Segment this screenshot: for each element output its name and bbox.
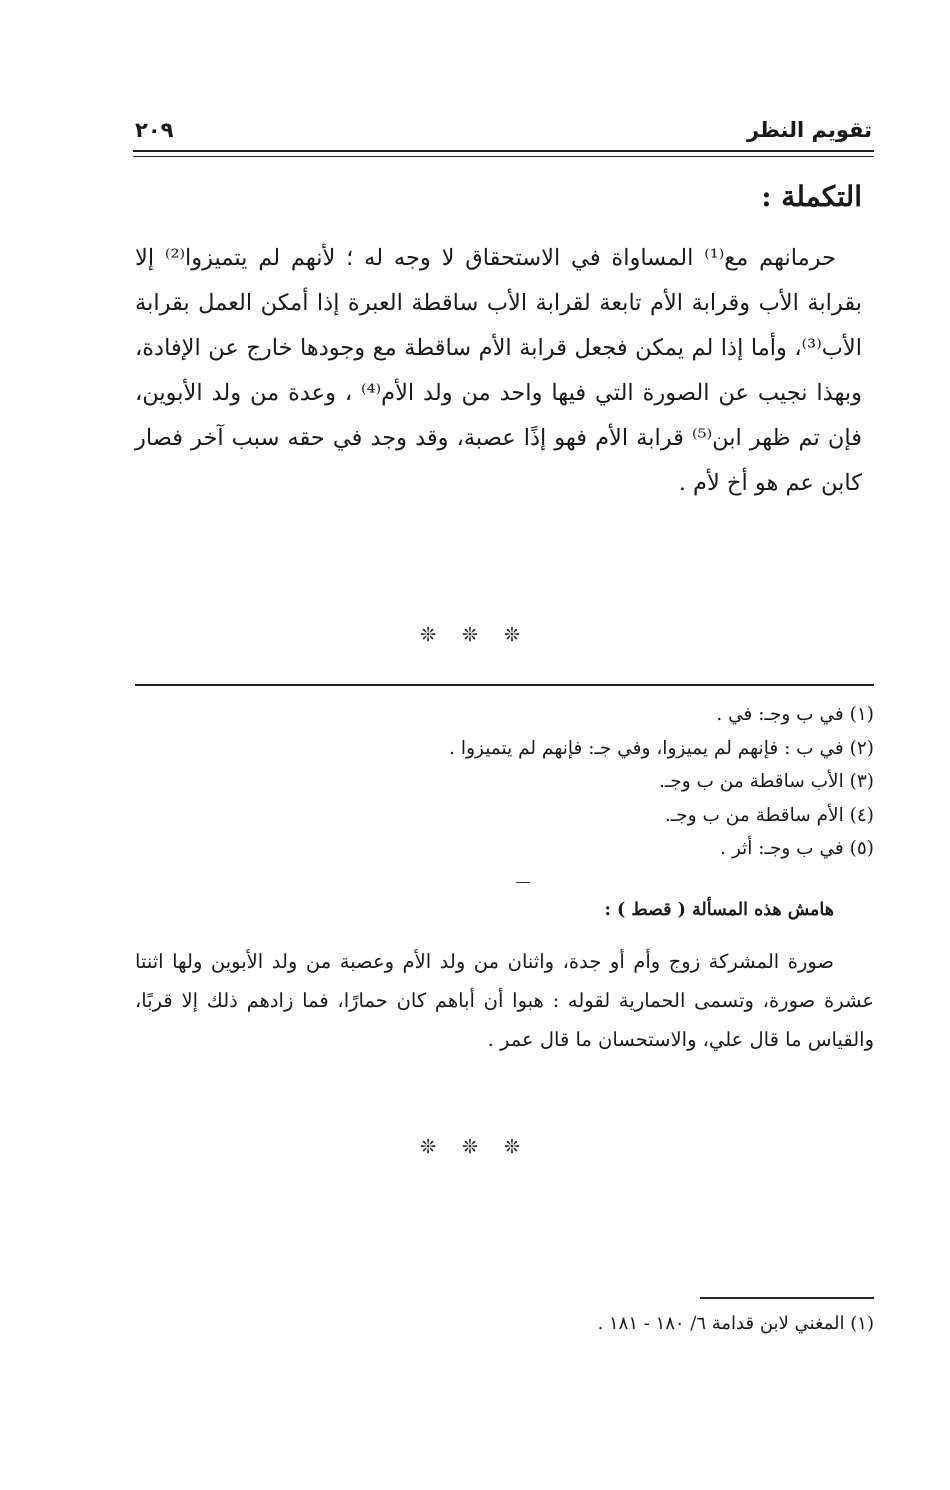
header-rule xyxy=(133,150,874,157)
running-header xyxy=(135,118,872,154)
footnotes-rule xyxy=(135,684,874,686)
book-title: تقويم النظر xyxy=(746,118,872,142)
marginal-note-text xyxy=(135,942,874,1059)
marginal-note-paragraph: صورة المشركة زوج وأم أو جدة، واثنان من ولد الأم وعصبة من ولد الأبوين ولها اثنتا عشرة صورة، وتسمى الحمارية لقوله : هبوا أن أباهم كان حمارًا، فما زادهم ذلك إلا قربًا، والقياس ما قال علي، والاستحسان ما قال عمر . xyxy=(135,950,874,1051)
main-text xyxy=(135,236,862,506)
page-number: ٢٠٩ xyxy=(135,118,174,142)
footnote-5: (٥) في ب وجـ: أثر . xyxy=(720,838,874,860)
main-paragraph: حرمانهم مع⁽¹⁾ المساواة في الاستحقاق لا وجه له ؛ لأنهم لم يتميزوا⁽²⁾ إلا بقرابة الأب وقرابة الأم تابعة لقرابة الأب ساقطة العبرة إذا أمكن العمل بقرابة الأب⁽³⁾، وأما إذا لم يمكن فجعل قرابة الأم ساقطة مع وجودها خارج عن الإفادة، وبهذا نجيب عن الصورة التي فيها واحد من ولد الأم⁽⁴⁾ ، وعدة من ولد الأبوين، فإن تم ظهر ابن⁽⁵⁾ قرابة الأم فهو إذًا عصبة، وقد وجد في حقه سبب آخر فصار كابن عم هو أخ لأم . xyxy=(135,245,862,496)
stray-mark xyxy=(516,882,530,883)
marginal-note-heading: هامش هذه المسألة ( قصط ) : xyxy=(604,900,834,920)
section-heading: التكملة : xyxy=(761,180,862,213)
footnote-3: (٣) الأب ساقطة من ب وجـ. xyxy=(658,771,874,793)
reference-footnote: (١) المغني لابن قدامة ٦/ ١٨٠ - ١٨١ . xyxy=(597,1313,874,1334)
footnote-2: (٢) في ب : فإنهم لم يميزوا، وفي جـ: فإنهم لم يتميزوا . xyxy=(449,737,874,759)
reference-rule xyxy=(700,1297,874,1299)
footnote-4: (٤) الأم ساقطة من ب وجـ. xyxy=(664,804,874,826)
footnotes-list xyxy=(135,698,874,866)
asterism-separator-2: ❊ ❊ ❊ xyxy=(420,1136,530,1158)
footnote-1: (١) في ب وجـ: في . xyxy=(716,704,874,725)
asterism-separator: ❊ ❊ ❊ xyxy=(420,624,530,646)
